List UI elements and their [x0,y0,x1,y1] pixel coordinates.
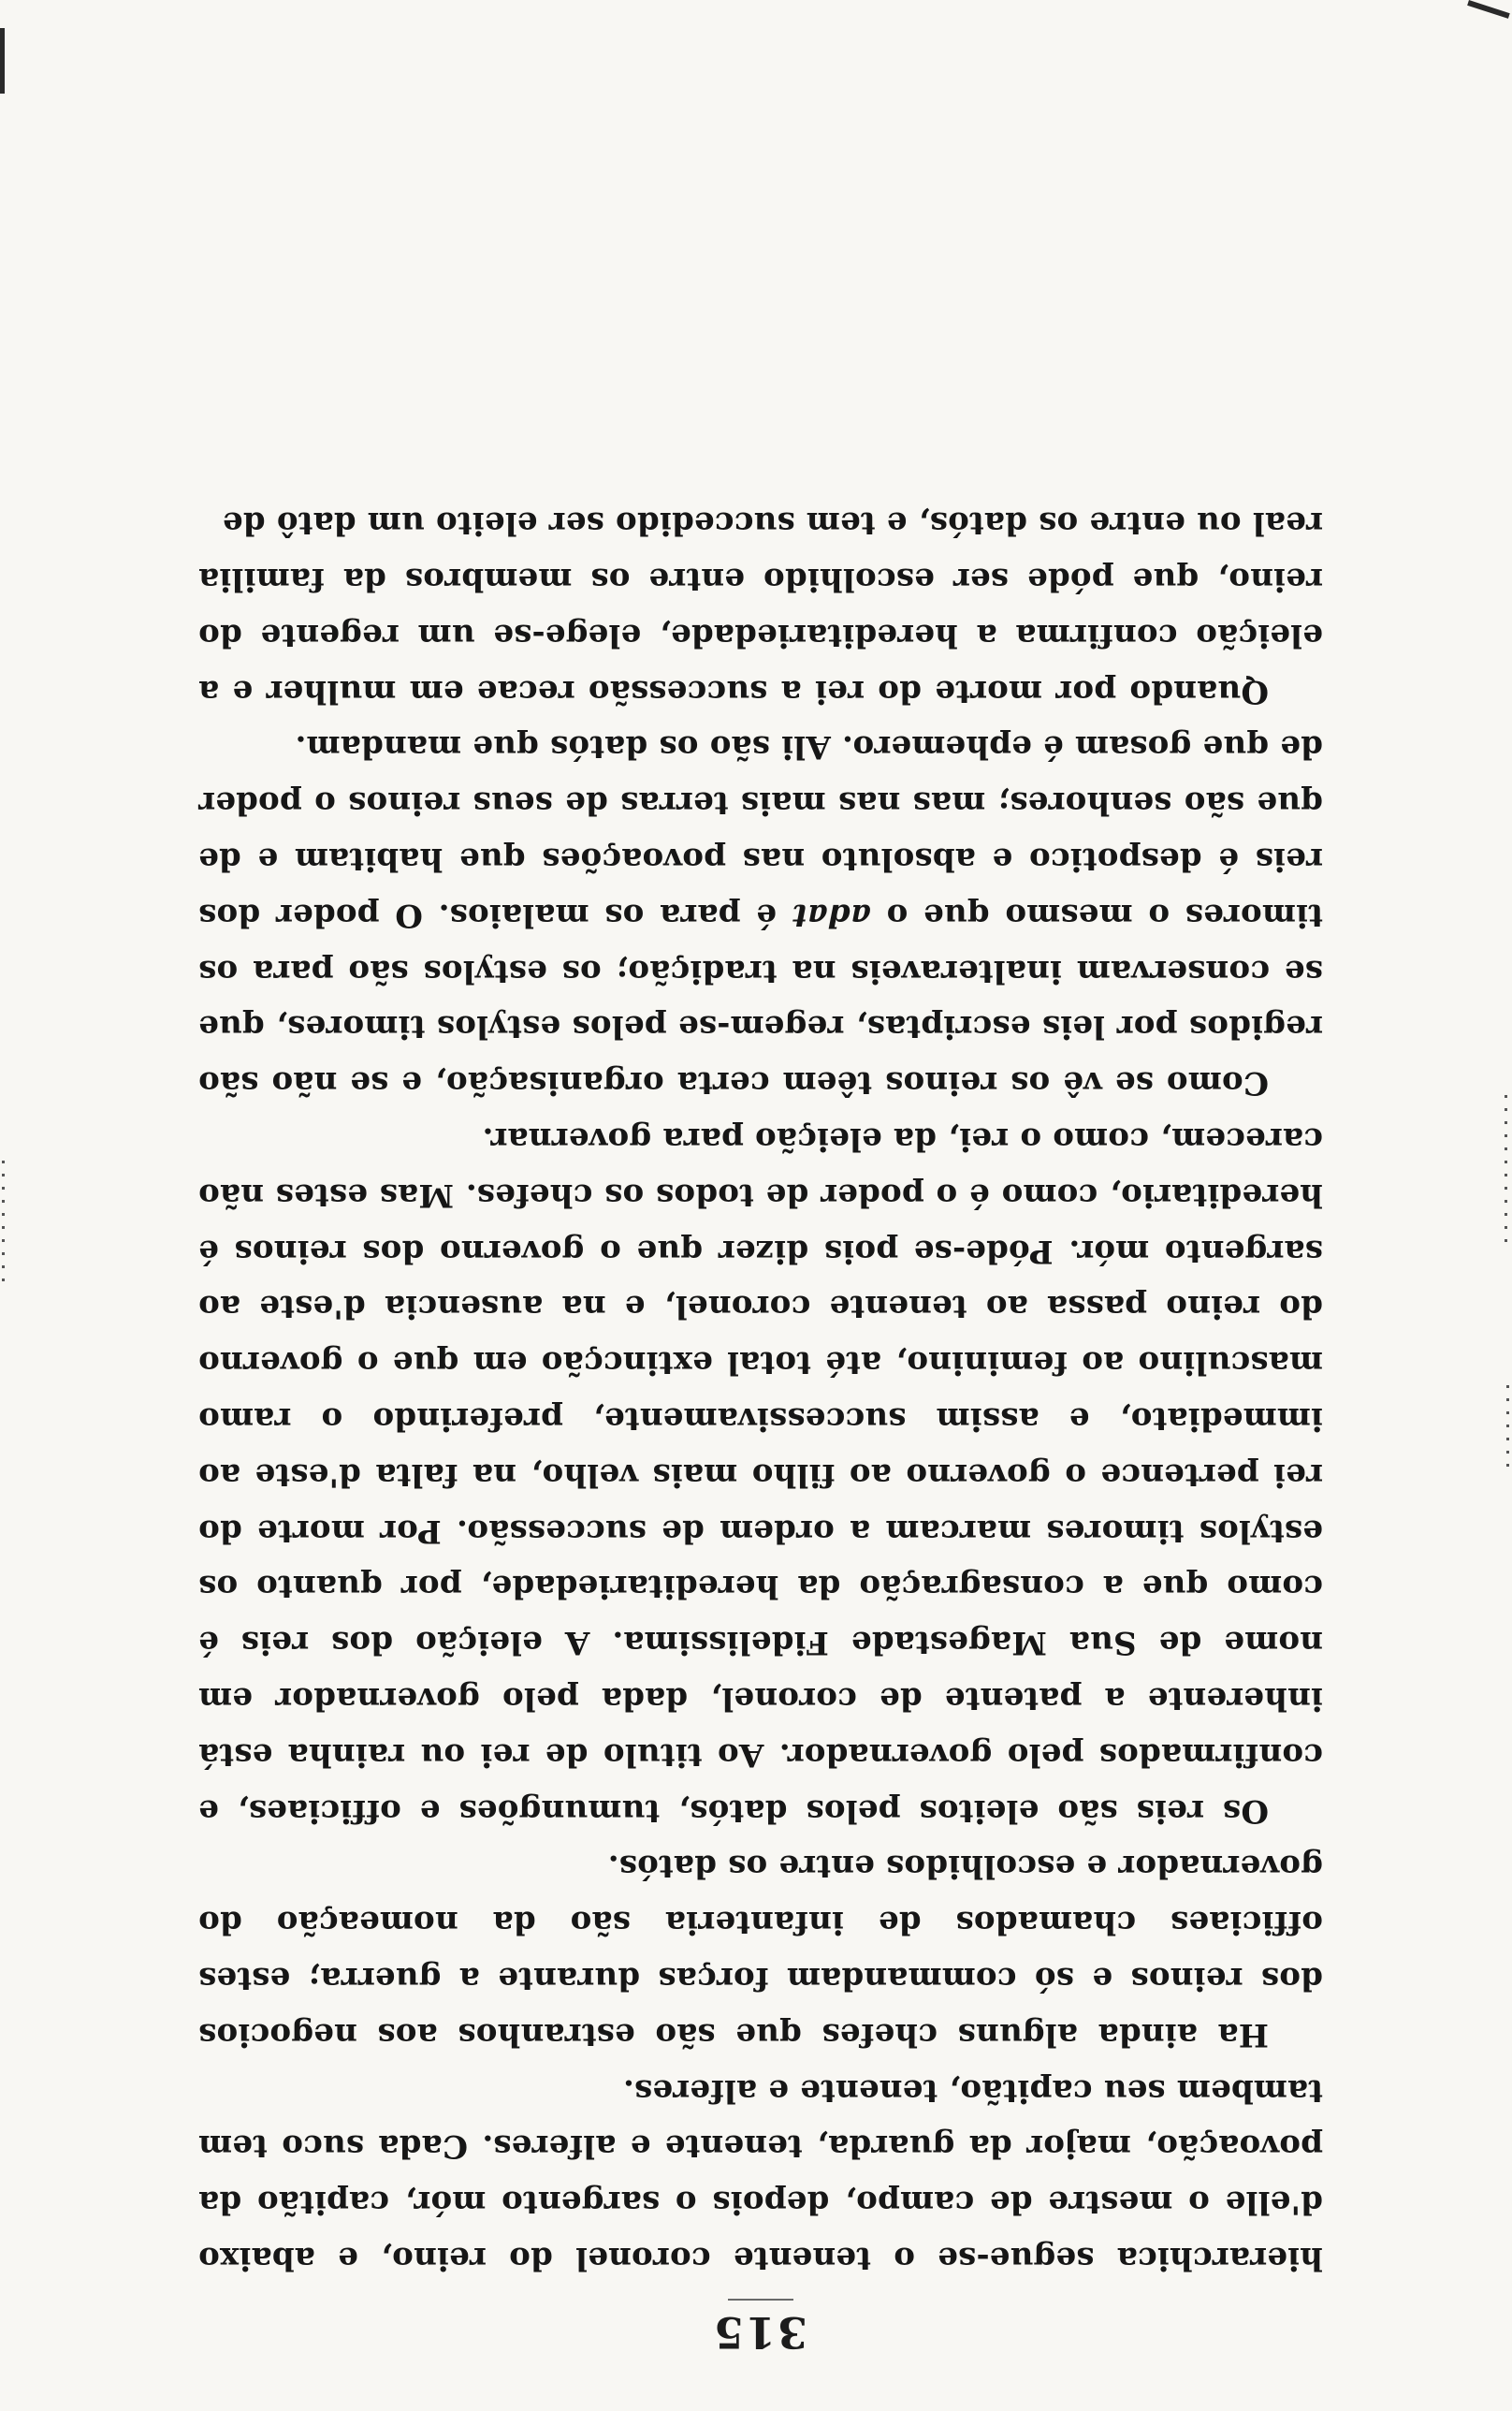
paragraph-4-text-a: Como se vê os reinos têem certa organisação, e se não são regidos por leis escriptas, regem-se pelos estylos timores, que se conservam inalteraveis na tradição; os estylos são para os timores o mesmo que o [198,896,1323,1103]
paragraph-4 [198,719,1323,1111]
paragraph-1: hierarchica segue-se o tenente coronel do reino, e abaixo d'elle o mestre de campo, depois o sargento mór, capitão da povoação, major da guarda, tenente e alferes. Cada suco tem tambem seu capitão, tenente e alferes. [198,2071,1323,2277]
paragraph-5: Quando por morte do rei a successão recae em mulher e a eleição confirma a hereditariedade, elege-se um regente do reino, que póde ser escolhido entre os membros da familia real ou entre os datós, e tem succedido ser eleito um datô de [198,504,1323,710]
page-number-rule [728,2299,793,2301]
text-block [198,495,1323,2358]
paragraph-4-text-b: é para os malaios. O poder dos reis é despotico e absoluto nas povoações que habitam e de que são senhores; mas nas mais terras de seus reinos o poder de que gosam é ephemero. Ali são os datós que mandam. [198,728,1323,934]
paragraph-3: Os reis são eleitos pelos datós, tumungões e officiaes, e confirmados pelo governador. Ao titulo de rei ou rainha está inherente a patente de coronel, dada pelo governador em nome de Sua Magestade Fidelissima. A eleição dos reis é como que a consagração da hereditariedade, por quanto os estylos timores marcam a ordem de successão. Por morte do rei pertence o governo ao filho mais velho, na falta d'este ao immediato, e assim successivamente, preferindo o ramo masculino ao feminino, até total extincção em que o governo do reino passa ao tenente coronel, e na ausencia d'este ao sargento mór. Póde-se pois dizer que o governo dos reinos é hereditario, como é o poder de todos os chefes. Mas estes não carecem, como o rei, da eleição para governar. [198,1120,1323,1830]
page-number: 315 [711,2307,808,2358]
paragraph-4-italic-term: adat [792,896,871,934]
paragraph-2: Ha ainda alguns chefes que são estranhos aos negocios dos reinos e só commandam forças durante a guerra; estes officiaes chamados de infanteria são da nomeação do governador e escolhidos entre os datós. [198,1848,1323,2053]
